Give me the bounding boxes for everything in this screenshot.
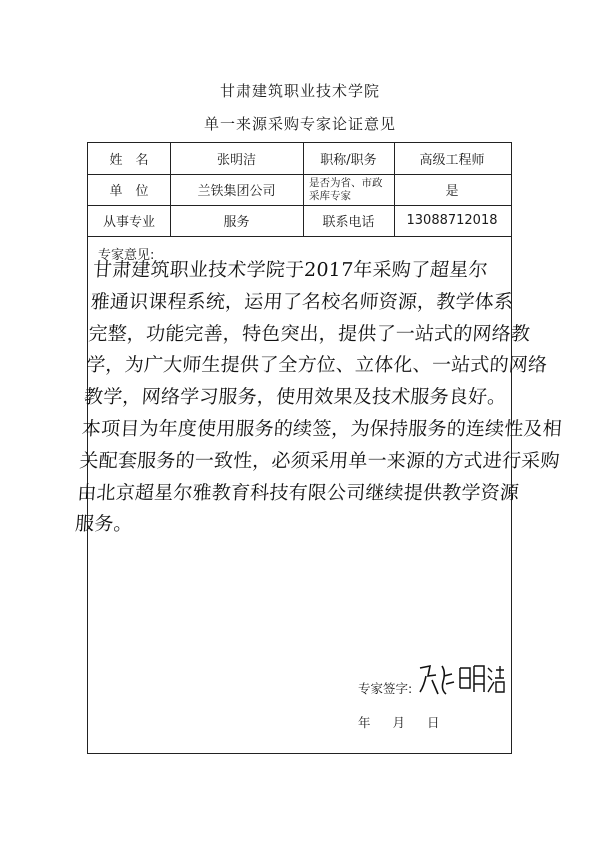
name-label: 姓 名 bbox=[109, 153, 149, 168]
title-label: 职称/职务 bbox=[320, 153, 377, 168]
handwritten-signature bbox=[416, 658, 506, 698]
expert-pool-value: 是 bbox=[445, 184, 459, 199]
opinion-line: 由北京超星尔雅教育科技有限公司继续提供教学资源 bbox=[76, 481, 520, 504]
opinion-line: 教学，网络学习服务，使用效果及技术服务良好。 bbox=[83, 386, 508, 409]
expert-opinion-form bbox=[74, 142, 563, 754]
opinion-line: 服务。 bbox=[74, 513, 134, 536]
opinion-line: 甘肃建筑职业技术学院于2017年采购了超星尔 bbox=[92, 259, 489, 281]
expert-pool-label: 是否为省、市政采库专家 bbox=[309, 176, 383, 202]
name-value: 张明洁 bbox=[216, 153, 256, 168]
opinion-label: 专家意见: bbox=[98, 248, 155, 263]
unit-label: 单 位 bbox=[109, 184, 149, 199]
opinion-line: 学，为广大师生提供了全方位、立体化、一站式的网络 bbox=[85, 354, 548, 377]
opinion-line: 本项目为年度使用服务的续签，为保持服务的连续性及相 bbox=[81, 417, 563, 440]
specialty-value: 服务 bbox=[223, 215, 250, 230]
form-title: 单一来源采购专家论证意见 bbox=[203, 115, 396, 133]
row-divider bbox=[88, 236, 511, 237]
unit-value: 兰铁集团公司 bbox=[197, 184, 276, 199]
specialty-label: 从事专业 bbox=[102, 215, 155, 230]
opinion-line: 雅通识课程系统，运用了名校名师资源，教学体系 bbox=[89, 290, 514, 313]
phone-value: 13088712018 bbox=[406, 213, 498, 228]
signature-date: 年 月 日 bbox=[358, 715, 440, 730]
handwritten-opinion bbox=[74, 255, 563, 541]
signature-label: 专家签字: bbox=[358, 681, 413, 696]
opinion-line: 完整，功能完善，特色突出，提供了一站式的网络教 bbox=[87, 322, 531, 345]
institution-title: 甘肃建筑职业技术学院 bbox=[219, 82, 380, 100]
phone-label: 联系电话 bbox=[322, 215, 375, 230]
opinion-line: 关配套服务的一致性，必须采用单一来源的方式进行采购 bbox=[78, 449, 561, 472]
title-value: 高级工程师 bbox=[419, 153, 485, 168]
